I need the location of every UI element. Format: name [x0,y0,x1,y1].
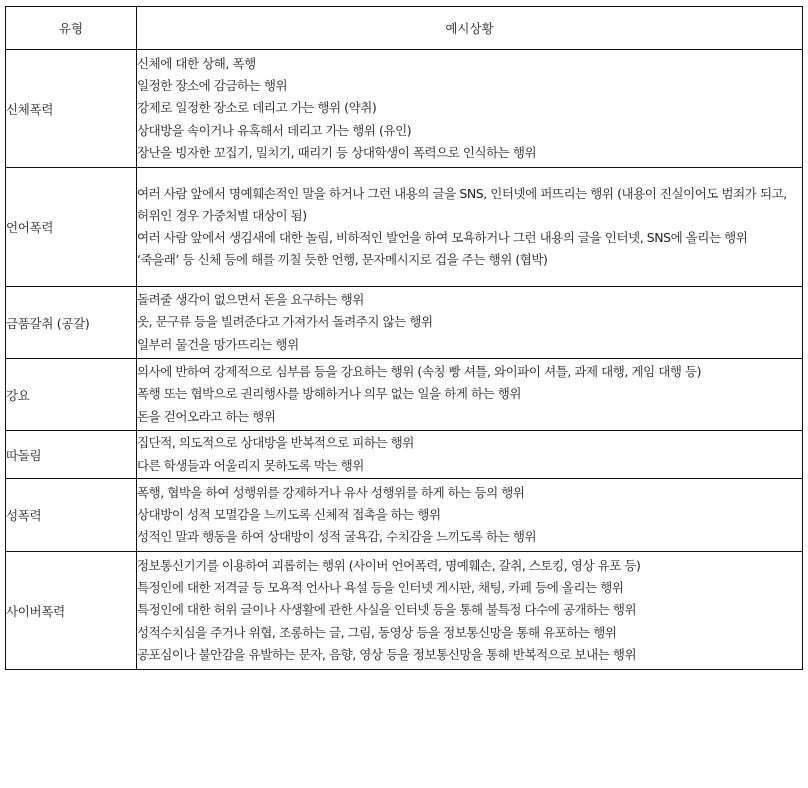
type-cell: 강요 [6,359,137,431]
examples-cell [137,431,803,479]
example-line: 상대방이 성적 모멸감을 느끼도록 신체적 접촉을 하는 행위 [137,506,441,522]
examples-cell [137,50,803,168]
example-line: 일부러 물건을 망가뜨리는 행위 [137,336,299,352]
examples-cell [137,287,803,359]
example-line: 폭행 또는 협박으로 권리행사를 방해하거나 의무 없는 일을 하게 하는 행위 [137,386,521,402]
example-line: 특정인에 대한 허위 글이나 사생활에 관한 사실을 인터넷 등을 통해 불특정 다수에 공개하는 행위 [137,602,637,618]
table-row-ostracism [6,431,803,479]
example-line: 돈을 걷어오라고 하는 행위 [137,408,276,424]
examples-cell [137,552,803,670]
example-line: 일정한 장소에 감금하는 행위 [137,78,288,94]
table-body [6,50,803,670]
table-row-verbal-violence [6,168,803,287]
type-cell: 따돌림 [6,431,137,479]
example-line: 여러 사람 앞에서 생김새에 대한 놀림, 비하적인 발언을 하여 모욕하거나 그런 내용의 글을 인터넷, SNS에 올리는 행위 [137,230,748,245]
example-line: 장난을 빙자한 꼬집기, 밀치기, 때리기 등 상대학생이 폭력으로 인식하는 행위 [137,144,537,160]
header-type: 유형 [6,7,137,50]
example-line: 상대방을 속이거나 유혹해서 데리고 가는 행위 (유인) [137,122,412,138]
examples-cell [137,168,803,287]
example-line: 성적수치심을 주거나 위협, 조롱하는 글, 그림, 동영상 등을 정보통신망을 통해 유포하는 행위 [137,624,617,640]
example-line: 정보통신기기를 이용하여 괴롭히는 행위 (사이버 언어폭력, 명예훼손, 갈취, 스토킹, 영상 유포 등) [137,557,641,573]
table-row-sexual-violence [6,479,803,552]
example-line: 집단적, 의도적으로 상대방을 반복적으로 피하는 행위 [137,435,414,451]
school-violence-types-table [5,6,803,670]
example-line: 의사에 반하여 강제적으로 심부름 등을 강요하는 행위 (속칭 빵 셔틀, 와이파이 셔틀, 과제 대행, 게임 대행 등) [137,364,702,380]
example-line: 옷, 문구류 등을 빌려준다고 가져가서 돌려주지 않는 행위 [137,314,433,330]
type-cell: 신체폭력 [6,50,137,168]
header-examples: 예시상황 [137,7,803,50]
example-line: 강제로 일정한 장소로 데리고 가는 행위 (약취) [137,100,377,116]
example-line: 공포심이나 불안감을 유발하는 문자, 음향, 영상 등을 정보통신망을 통해 반복적으로 보내는 행위 [137,646,637,662]
header-row [6,7,803,50]
example-line: 신체에 대한 상해, 폭행 [137,55,256,71]
table-row-coercion [6,359,803,431]
example-line: 돌려줄 생각이 없으면서 돈을 요구하는 행위 [137,292,364,308]
table-row-extortion [6,287,803,359]
table-header [6,7,803,50]
example-line: 성적인 말과 행동을 하여 상대방이 성적 굴욕감, 수치감을 느끼도록 하는 행위 [137,529,537,545]
table-row-cyber-violence [6,552,803,670]
example-line: 특정인에 대한 저격글 등 모욕적 언사나 욕설 등을 인터넷 게시판, 채팅, 카페 등에 올리는 행위 [137,580,624,596]
table-row-physical-violence [6,50,803,168]
examples-cell [137,359,803,431]
example-line: 여러 사람 앞에서 명예훼손적인 말을 하거나 그런 내용의 글을 SNS, 인터넷에 퍼뜨리는 행위 (내용이 진실이어도 범죄가 되고, 허위인 경우 가중처벌 대상이 됨) [137,185,787,223]
type-cell: 성폭력 [6,479,137,552]
examples-cell [137,479,803,552]
type-cell: 금품갈취 (공갈) [6,287,137,359]
example-line: 폭행, 협박을 하여 성행위를 강제하거나 유사 성행위를 하게 하는 등의 행위 [137,484,525,500]
type-cell: 언어폭력 [6,168,137,287]
example-line: ‘죽을래’ 등 신체 등에 해를 끼칠 듯한 언행, 문자메시지로 겁을 주는 행위 (협박) [137,252,548,268]
example-line: 다른 학생들과 어울리지 못하도록 막는 행위 [137,457,364,473]
type-cell: 사이버폭력 [6,552,137,670]
